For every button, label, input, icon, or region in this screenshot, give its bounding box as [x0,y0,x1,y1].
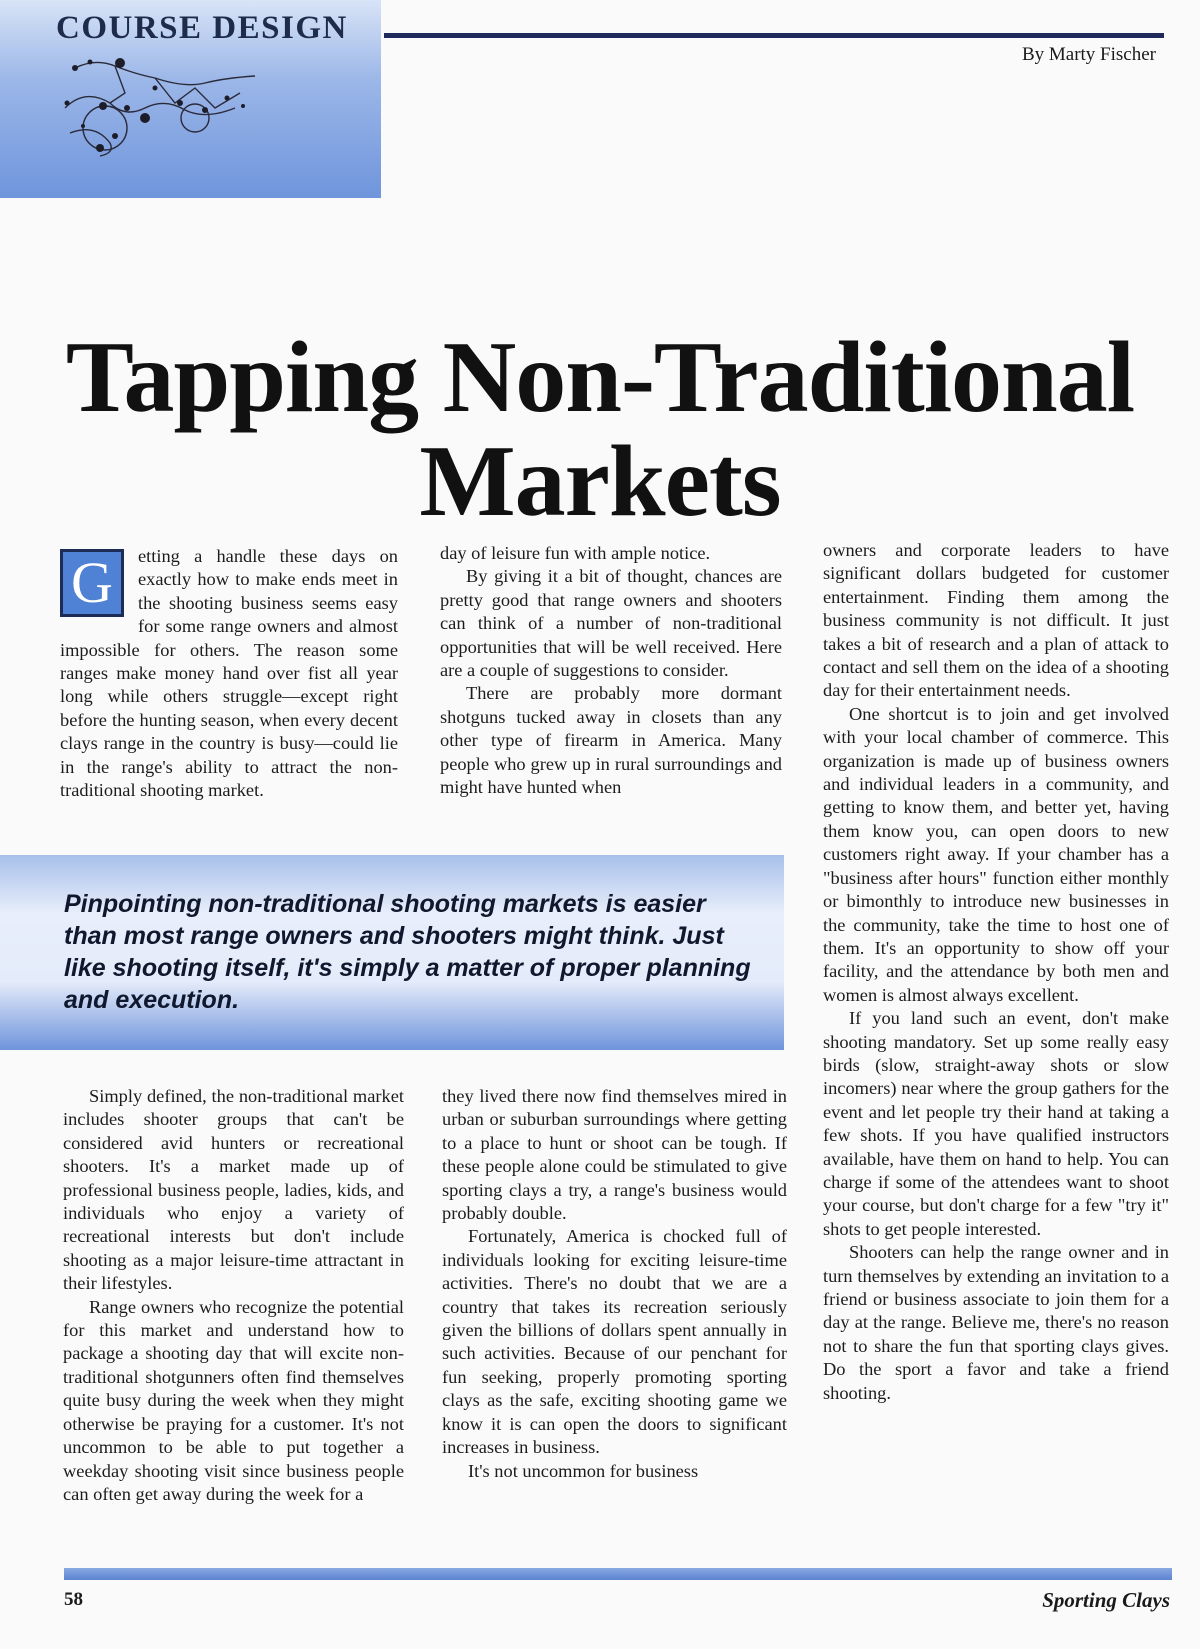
column-3 [823,539,1169,1405]
byline: By Marty Fischer [1021,44,1156,65]
course-map-illustration [55,48,265,158]
article-title [0,321,1200,539]
column-1-top [60,545,398,802]
paragraph: If you land such an event, don't make shooting mandatory. Set up some really easy birds (slow, straight-away shots or slow incomers) near where the group gathers for the event and let people try their hand at taking a few shots. If you have qualified instructors available, have them on hand to help. You can charge if some of the attendees want to shoot your course, but don't charge for a few "try it" shots to get people interested. [823,1008,1169,1239]
paragraph: owners and corporate leaders to have significant dollars budgeted for customer entertainment. Finding them among the business community is not difficult. It just takes a bit of research and a plan of attack to contact and sell them on the idea of a shooting day for their entertainment needs. [823,540,1169,701]
title-line-2: Markets [419,425,781,539]
title-line-1: Tapping Non-Traditional [65,321,1135,435]
drop-cap: G [60,549,124,617]
intro-paragraph [60,545,398,802]
section-header-box [0,0,381,198]
page-number: 58 [64,1589,83,1610]
intro-text: etting a handle these days on exactly how to make ends meet in the shooting business seems easy for some range owners and almost impossible for others. The reason some ranges make money hand over fist all year long while others struggle—except right before the hunting season, when every decent clays range in the country is busy—could lie in the range's ability to attract the non-traditional shooting market. [60,546,398,801]
header-rule [384,33,1164,38]
paragraph: Fortunately, America is chocked full of individuals looking for exciting leisure-time activities. There's no doubt that we are a country that takes its recreation seriously given the billions of dollars spent annually in such activities. Because of our penchant for fun seeking, properly promoting sporting clays as the safe, exciting shooting game we know it is can open the doors to significant increases in business. [442,1226,787,1458]
paragraph: Shooters can help the range owner and in turn themselves by extending an invitation to a friend or business associate to join them for a day at the range. Believe me, there's no reason not to share the fun that sporting clays gives. Do the sport a favor and take a friend shooting. [823,1242,1169,1403]
pullquote: Pinpointing non-traditional shooting markets is easier than most range owners and shooters might think. Just like shooting itself, it's simply a matter of proper planning and execution. [64,890,751,1014]
paragraph: There are probably more dormant shotguns tucked away in closets than any other type of firearm in America. Many people who grew up in rural surroundings and might have hunted when [440,683,782,798]
column-1-bottom [63,1085,404,1506]
paragraph: One shortcut is to join and get involved with your local chamber of commerce. This organization is made up of business owners and individual leaders in a community, and getting to know them, and better yet, having them know you, can open doors to new customers right away. If your chamber has a "business after hours" function either monthly or bimonthly to introduce new businesses in the community, take the time to host one of them. It's an opportunity to show off your facility, and the attendance by both men and women is almost always excellent. [823,703,1169,1005]
paragraph: they lived there now find themselves mired in urban or suburban surroundings where getting to a place to hunt or shoot can be tough. If these people alone could be stimulated to give sporting clays a try, a range's business would probably double. [442,1086,787,1224]
paragraph: day of leisure fun with ample notice. [440,543,711,563]
column-2-top [440,542,782,799]
section-tag: COURSE DESIGN [56,10,348,46]
footer-rule [64,1568,1172,1580]
paragraph: It's not uncommon for business [468,1460,699,1481]
magazine-name: Sporting Clays [1042,1588,1170,1612]
column-2-bottom [442,1085,787,1483]
paragraph: Simply defined, the non-traditional market includes shooter groups that can't be considered avid hunters or recreational shooters. It's a market made up of professional business people, ladies, kids, and individuals who enjoy a variety of recreational interests but don't include shooting as a major leisure-time attractant in their lifestyles. [63,1086,404,1294]
paragraph: By giving it a bit of thought, chances are pretty good that range owners and shooters can think of a number of non-traditional opportunities that will be well received. Here are a couple of suggestions to consider. [440,566,782,681]
paragraph: Range owners who recognize the potential for this market and understand how to package a shooting day that will excite non-traditional shotgunners often find themselves quite busy during the week when they might otherwise be praying for a customer. It's not uncommon to be able to put together a weekday shooting visit since business people can often get away during the week for a [63,1296,404,1504]
